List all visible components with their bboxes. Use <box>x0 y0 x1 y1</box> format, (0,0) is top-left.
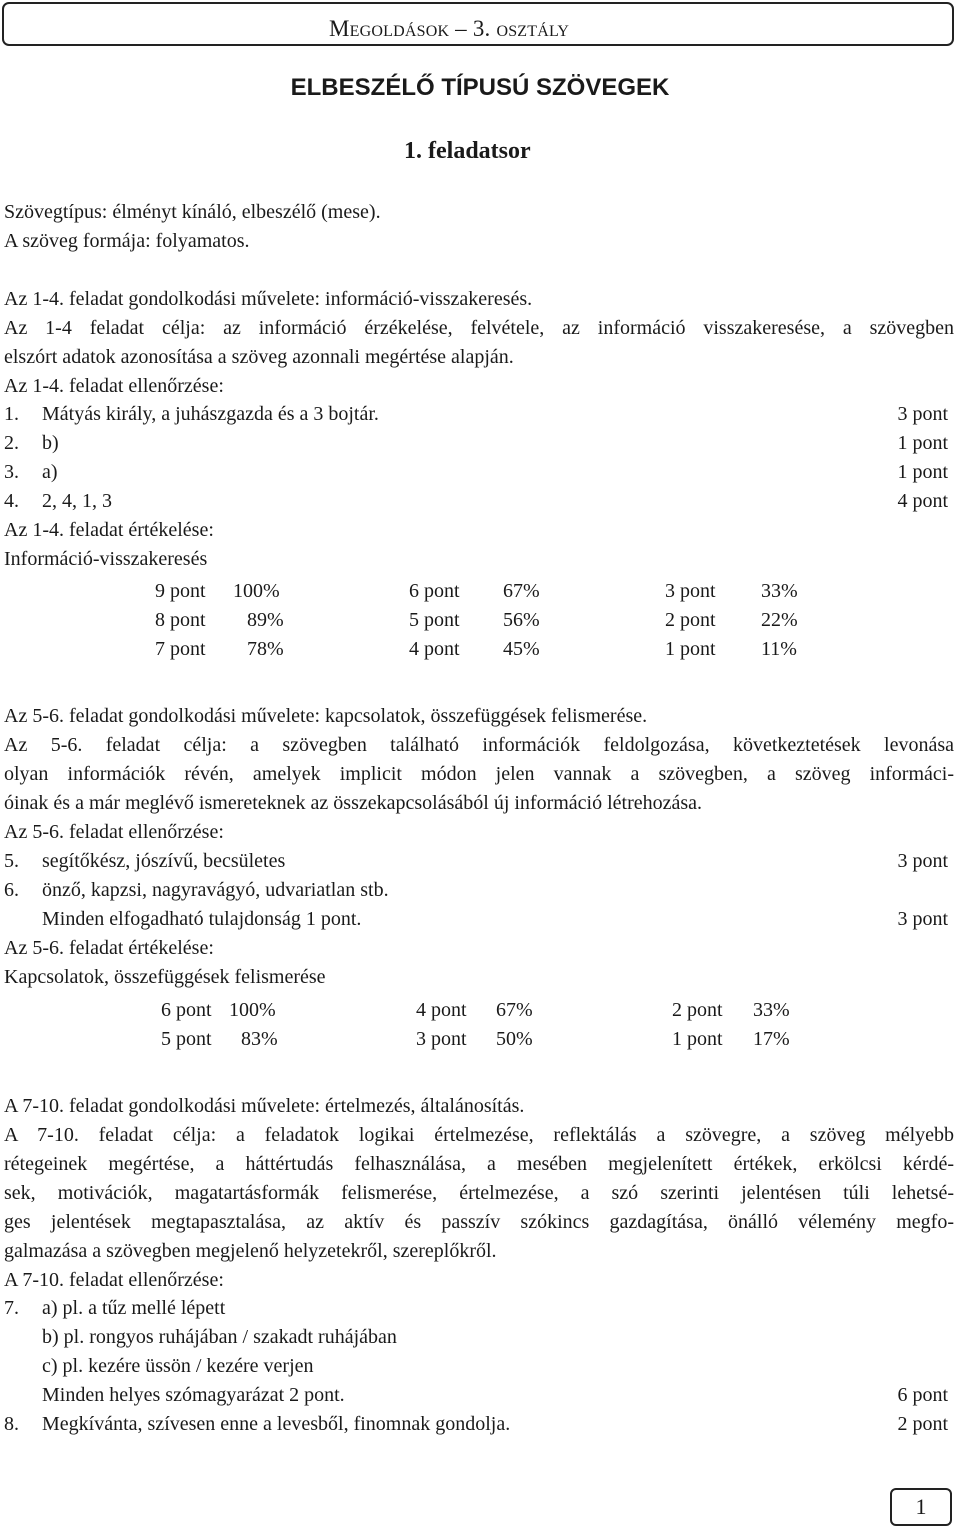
answer-row: 5. segítőkész, jószívű, becsületes 3 pont <box>4 850 948 872</box>
score-points: 4 pont <box>416 999 467 1021</box>
score-points: 1 pont <box>665 638 716 660</box>
score-percent: 56% <box>503 609 540 631</box>
text-form-line: A szöveg formája: folyamatos. <box>4 230 250 252</box>
answer-row: 1. Mátyás király, a juhászgazda és a 3 bojtár. 3 pont <box>4 403 948 425</box>
sec1-check-label: Az 1-4. feladat ellenőrzése: <box>4 375 224 397</box>
sec1-goal-line: elszórt adatok azonosítása a szöveg azonnali megértése alapján. <box>4 346 514 368</box>
answer-row: 2. b) 1 pont <box>4 432 948 454</box>
page-number: 1 <box>890 1488 952 1526</box>
score-points: 3 pont <box>416 1028 467 1050</box>
score-points: 9 pont <box>155 580 206 602</box>
answer-subitem: b) pl. rongyos ruhájában / szakadt ruhájában <box>42 1326 397 1348</box>
sec2-check-label: Az 5-6. feladat ellenőrzése: <box>4 821 224 843</box>
sec1-operation: Az 1-4. feladat gondolkodási művelete: információ-visszakeresés. <box>4 288 533 310</box>
score-percent: 50% <box>496 1028 533 1050</box>
sec1-goal-line: Az 1-4 feladat célja: az információ érzékelése, felvétele, az információ visszakeresése, a szövegben <box>4 317 954 339</box>
score-points: 5 pont <box>161 1028 212 1050</box>
set-title: 1. feladatsor <box>404 138 531 164</box>
score-percent: 83% <box>241 1028 278 1050</box>
score-percent: 17% <box>753 1028 790 1050</box>
sec3-check-label: A 7-10. feladat ellenőrzése: <box>4 1269 224 1291</box>
sec2-eval-label: Az 5-6. feladat értékelése: <box>4 937 214 959</box>
answer-row: 6. önző, kapzsi, nagyravágyó, udvariatlan stb. <box>4 879 389 901</box>
score-points: 2 pont <box>665 609 716 631</box>
score-percent: 100% <box>233 580 280 602</box>
score-points: 3 pont <box>665 580 716 602</box>
main-title: ELBESZÉLŐ TÍPUSÚ SZÖVEGEK <box>290 74 670 101</box>
text-type-line: Szövegtípus: élményt kínáló, elbeszélő (mese). <box>4 201 381 223</box>
sec2-goal-line: óinak és a már meglévő ismereteknek az összekapcsolásából új információ létrehozása. <box>4 792 703 814</box>
score-points: 6 pont <box>161 999 212 1021</box>
answer-row: 4. 2, 4, 1, 3 4 pont <box>4 490 948 512</box>
score-points: 2 pont <box>672 999 723 1021</box>
score-percent: 22% <box>761 609 798 631</box>
sec3-goal-line: rétegeinek megértése, a háttértudás felhasználása, a mesében megjelenített értékek, erkölcsi kérdé- <box>4 1153 954 1175</box>
sec1-eval-label: Az 1-4. feladat értékelése: <box>4 519 214 541</box>
score-points: 1 pont <box>672 1028 723 1050</box>
sec3-goal-line: ges jelentések megtapasztalása, az aktív és passzív szókincs gazdagítása, önálló vélemény megfo- <box>4 1211 954 1233</box>
score-points: 5 pont <box>409 609 460 631</box>
score-percent: 45% <box>503 638 540 660</box>
score-percent: 89% <box>247 609 284 631</box>
answer-note: Minden helyes szómagyarázat 2 pont. 6 pont <box>42 1384 948 1406</box>
sec2-eval-name: Kapcsolatok, összefüggések felismerése <box>4 966 326 988</box>
sec3-goal-line: galmazása a szövegben megjelenő helyzetekről, szereplőkről. <box>4 1240 497 1262</box>
score-percent: 33% <box>753 999 790 1021</box>
answer-row: 7. a) pl. a tűz mellé lépett <box>4 1297 226 1319</box>
score-percent: 78% <box>247 638 284 660</box>
score-points: 4 pont <box>409 638 460 660</box>
score-points: 6 pont <box>409 580 460 602</box>
sec3-goal-line: sek, motivációk, magatartásformák felismerése, értelmezése, a szó szerinti jelentésen túli lehetsé- <box>4 1182 954 1204</box>
sec2-goal-line: Az 5-6. feladat célja: a szövegben található információk feldolgozása, következtetések levonása <box>4 734 954 756</box>
score-percent: 67% <box>496 999 533 1021</box>
sec2-operation: Az 5-6. feladat gondolkodási művelete: kapcsolatok, összefüggések felismerése. <box>4 705 648 727</box>
score-percent: 67% <box>503 580 540 602</box>
header-title: MEGOLDÁSOK – 3. OSZTÁLY <box>329 16 570 41</box>
header-box <box>2 2 954 46</box>
sec3-goal-line: A 7-10. feladat célja: a feladatok logikai értelmezése, reflektálás a szövegre, a szöveg mélyebb <box>4 1124 954 1146</box>
score-percent: 100% <box>229 999 276 1021</box>
answer-row: 8. Megkívánta, szívesen enne a levesből, finomnak gondolja. 2 pont <box>4 1413 948 1435</box>
sec2-goal-line: olyan információk révén, amelyek implicit módon jelen vannak a szövegben, a szöveg informáci- <box>4 763 954 785</box>
score-points: 8 pont <box>155 609 206 631</box>
answer-row: 3. a) 1 pont <box>4 461 948 483</box>
answer-note: Minden elfogadható tulajdonság 1 pont. 3 pont <box>42 908 948 930</box>
score-percent: 11% <box>761 638 797 660</box>
score-points: 7 pont <box>155 638 206 660</box>
answer-subitem: c) pl. kezére üssön / kezére verjen <box>42 1355 314 1377</box>
sec1-eval-name: Információ-visszakeresés <box>4 548 208 570</box>
score-percent: 33% <box>761 580 798 602</box>
sec3-operation: A 7-10. feladat gondolkodási művelete: értelmezés, általánosítás. <box>4 1095 525 1117</box>
